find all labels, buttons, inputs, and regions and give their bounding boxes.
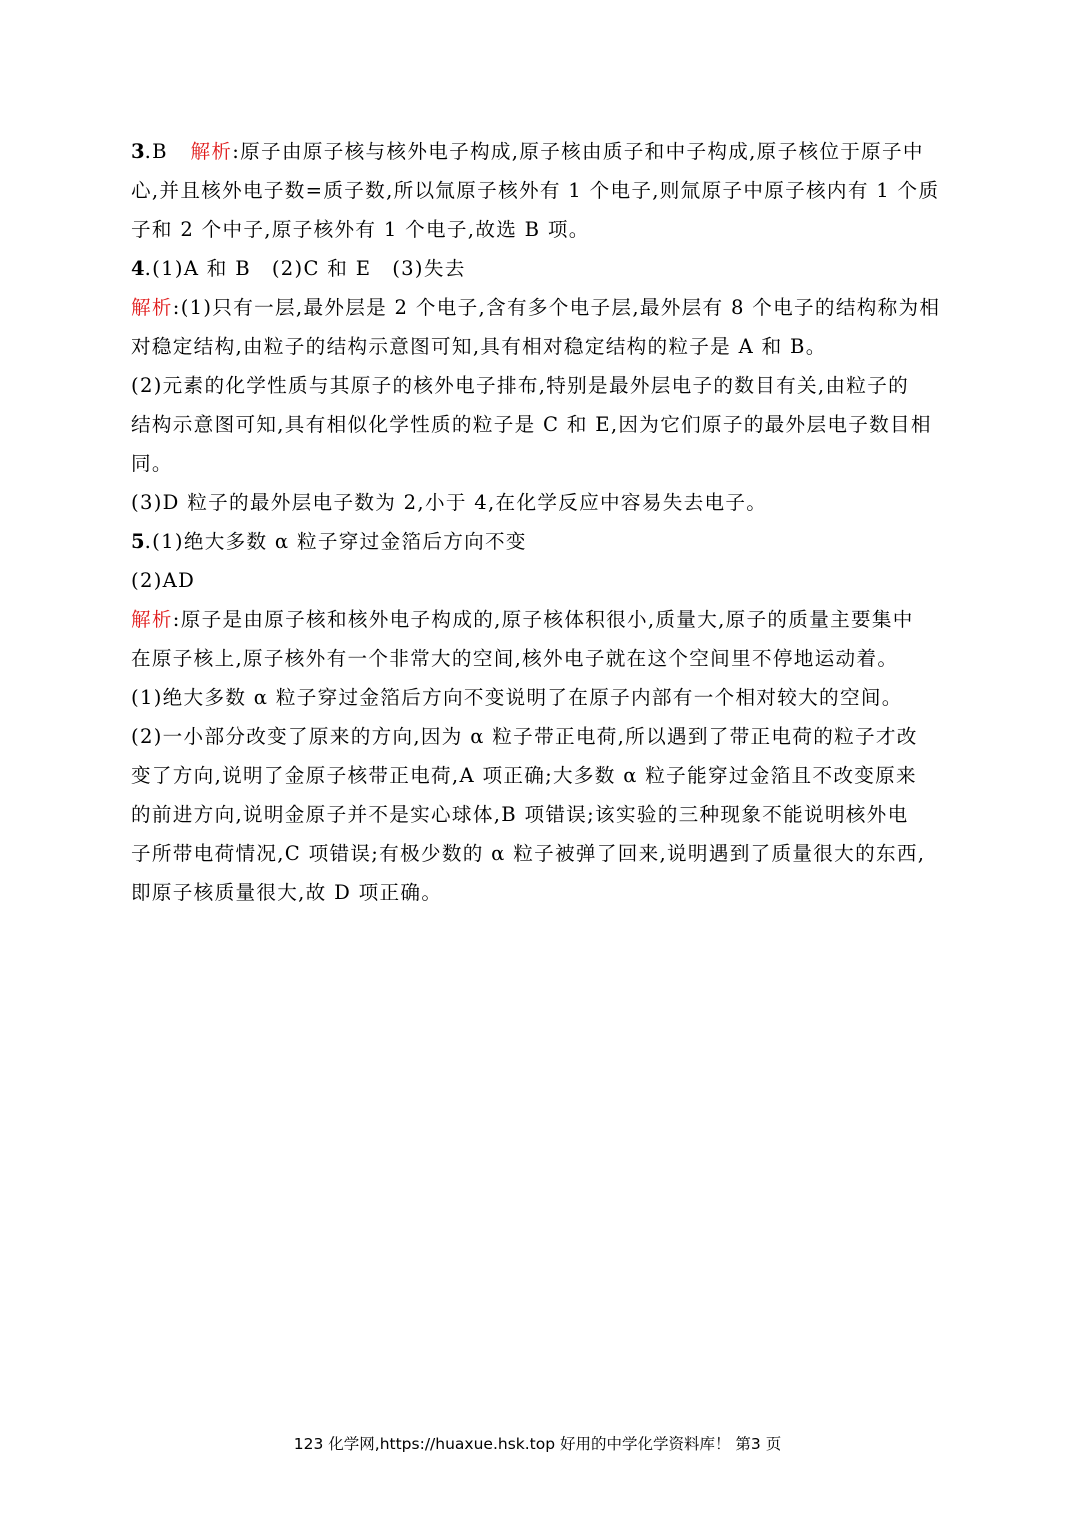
q4-analysis-line: 结构示意图可知,具有相似化学性质的粒子是 C 和 E,因为它们原子的最外层电子数目相 xyxy=(131,413,932,436)
q3-answer: .B xyxy=(144,140,168,163)
q4-analysis-line: 对稳定结构,由粒子的结构示意图可知,具有相对稳定结构的粒子是 A 和 B。 xyxy=(131,335,827,358)
q3-number: 3 xyxy=(131,140,145,163)
q4-number: 4 xyxy=(131,257,145,280)
q3-analysis-text: :原子由原子核与核外电子构成,原子核由质子和中子构成,原子核位于原子中 xyxy=(232,140,924,163)
page-footer: 123 化学网,https://huaxue.hsk.top 好用的中学化学资料库！ 第3 页 xyxy=(293,1435,782,1453)
q5-answer-1: .(1)绝大多数 α 粒子穿过金箔后方向不变 xyxy=(144,530,527,553)
q5-analysis-line: 在原子核上,原子核外有一个非常大的空间,核外电子就在这个空间里不停地运动着。 xyxy=(131,647,899,670)
q5-analysis-text: :原子是由原子核和核外电子构成的,原子核体积很小,质量大,原子的质量主要集中 xyxy=(172,608,914,631)
q5-analysis-line: 即原子核质量很大,故 D 项正确。 xyxy=(131,881,443,904)
q4-analysis-line: 同。 xyxy=(131,452,173,475)
q3-analysis-line: 子和 2 个中子,原子核外有 1 个电子,故选 B 项。 xyxy=(131,218,590,241)
q5-analysis-line: (2)一小部分改变了原来的方向,因为 α 粒子带正电荷,所以遇到了带正电荷的粒子才改 xyxy=(131,725,918,748)
q4-analysis-line: (2)元素的化学性质与其原子的核外电子排布,特别是最外层电子的数目有关,由粒子的 xyxy=(131,374,909,397)
q4-analysis-line xyxy=(131,288,951,327)
q5-analysis-line: 的前进方向,说明金原子并不是实心球体,B 项错误;该实验的三种现象不能说明核外电 xyxy=(131,803,909,826)
q5-analysis-line: (1)绝大多数 α 粒子穿过金箔后方向不变说明了在原子内部有一个相对较大的空间。 xyxy=(131,686,903,709)
q4-analysis-text: :(1)只有一层,最外层是 2 个电子,含有多个电子层,最外层有 8 个电子的结构称为相 xyxy=(172,296,941,319)
q4-analysis-label: 解析 xyxy=(131,296,173,319)
q5-analysis-label: 解析 xyxy=(131,608,173,631)
q3-answer-line xyxy=(131,132,951,171)
q4-answer-line xyxy=(131,249,951,288)
q4-analysis-line: (3)D 粒子的最外层电子数为 2,小于 4,在化学反应中容易失去电子。 xyxy=(131,491,768,514)
q5-number: 5 xyxy=(131,530,145,553)
q3-analysis-line: 心,并且核外电子数=质子数,所以氚原子核外有 1 个电子,则氚原子中原子核内有 1 个质 xyxy=(131,179,940,202)
answer-content xyxy=(131,132,951,912)
q5-analysis-line: 子所带电荷情况,C 项错误;有极少数的 α 粒子被弹了回来,说明遇到了质量很大的东西, xyxy=(131,842,926,865)
q5-analysis-line xyxy=(131,600,951,639)
q5-analysis-line: 变了方向,说明了金原子核带正电荷,A 项正确;大多数 α 粒子能穿过金箔且不改变原来 xyxy=(131,764,917,787)
q5-answer-line xyxy=(131,522,951,561)
q4-answer: .(1)A 和 B (2)C 和 E (3)失去 xyxy=(144,257,466,280)
q3-analysis-label: 解析 xyxy=(190,140,233,163)
q5-answer-2: (2)AD xyxy=(131,569,196,592)
